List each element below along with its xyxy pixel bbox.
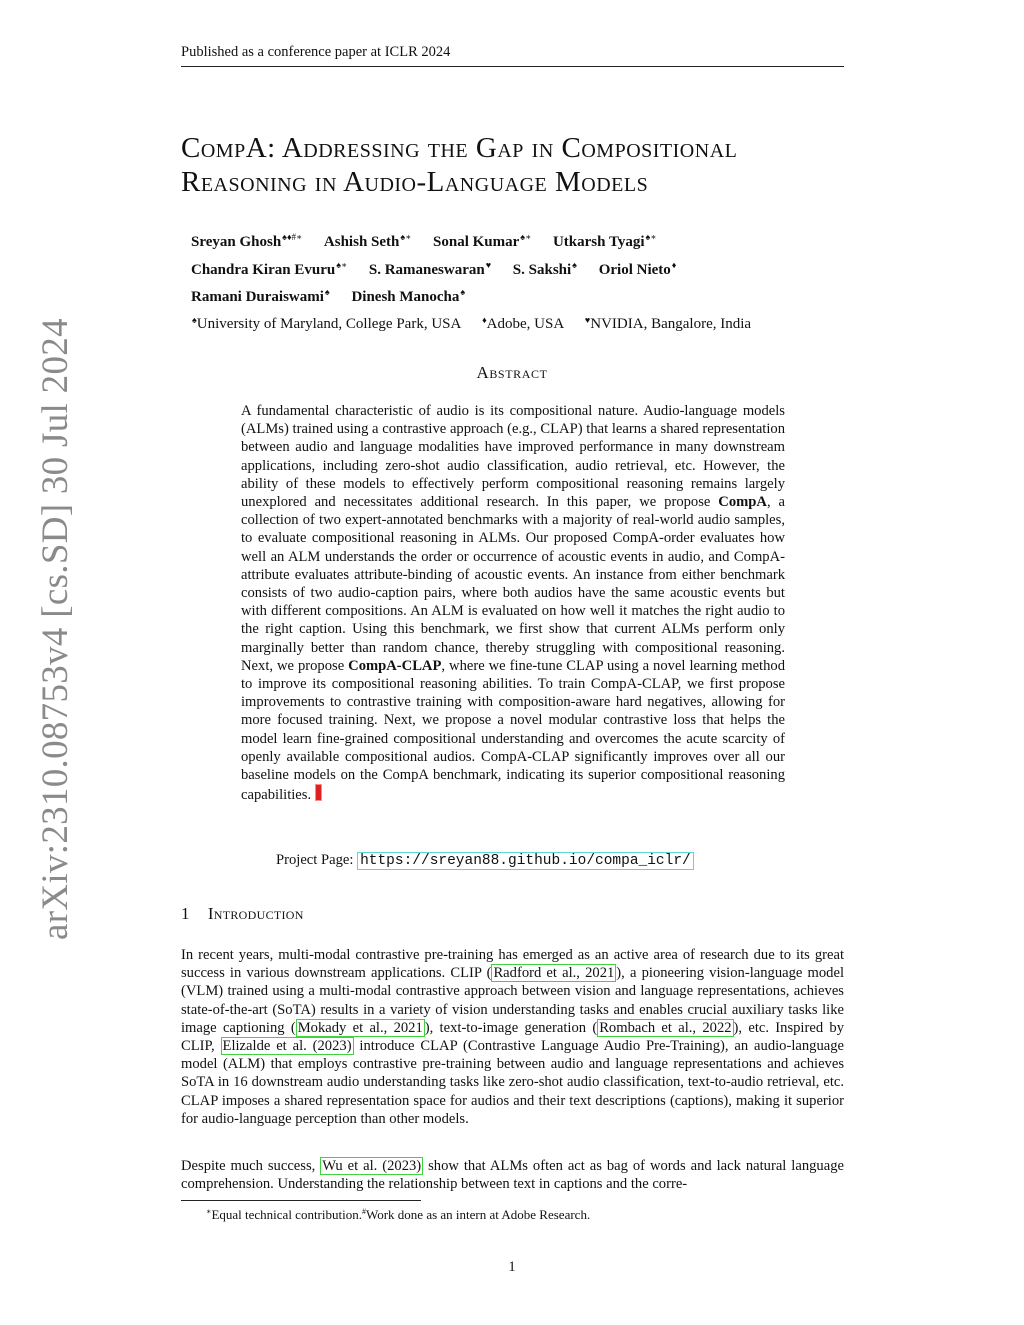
abstract-heading: Abstract: [476, 363, 548, 382]
author-row-1: [191, 226, 841, 254]
title-line-2: Reasoning in Audio-Language Models: [181, 166, 649, 198]
author-block: [191, 226, 841, 335]
abstract-text-1: A fundamental characteristic of audio is its compositional nature. Audio-language models (ALMs) trained using a contrastive approach (e.g., CLAP) that learns a shared representation between audio and language modalities have improved performance in many downstream applications, including zero-shot audio classification, audio retrieval, etc. However, the ability of these models to effectively perform compositional reasoning remains largely unexplored and necessitates additional research. In this paper, we propose: [241, 403, 785, 511]
citation-elizalde[interactable]: Elizalde et al. (2023): [222, 1038, 352, 1055]
citation-rombach[interactable]: Rombach et al., 2022: [599, 1019, 732, 1036]
citation-wu[interactable]: Wu et al. (2023): [322, 1158, 422, 1174]
intro-paragraph-2: Despite much success, Wu et al. (2023) show that ALMs often act as bag of words and lack natural language comprehension. Understanding the relationship between text in captions and the corre-: [181, 1158, 844, 1193]
author: Chandra Kiran Evuru♠∗: [191, 259, 348, 278]
author: S. Sakshi♠: [512, 259, 577, 278]
project-page-link[interactable]: https://sreyan88.github.io/compa_iclr/: [357, 852, 694, 870]
affiliations-row: [191, 309, 841, 336]
author: Oriol Nieto♦: [598, 259, 677, 278]
arxiv-sidebar-stamp: arXiv:2310.08753v4 [cs.SD] 30 Jul 2024: [35, 318, 76, 940]
abstract-text-3: , where we fine-tune CLAP using a novel learning method to improve its compositional reasoning abilities. To train CompA-CLAP, we first propose improvements to contrastive training with composition-aware hard negatives, allowing for more focused training. Next, we propose a novel modular contrastive loss that helps the model learn fine-grained compositional understanding and overcomes the acute scarcity of openly available compositional audios. CompA-CLAP significantly improves over all our baseline models on the CompA benchmark, indicating its superior compositional reasoning capabilities.: [241, 657, 786, 804]
title-line-1: CompA: Addressing the Gap in Compositional: [181, 132, 738, 164]
section-title: Introduction: [207, 904, 304, 923]
abstract-text-2: , a collection of two expert-annotated benchmarks with a majority of real-world audio samples, to evaluate compositional reasoning in ALMs. Our proposed CompA-order evaluates how well an ALM understands the order or occurrence of acoustic events in audio, and CompA-attribute evaluates attribute-binding of acoustic events. An instance from either benchmark consists of two audio-caption pairs, where both audios have the same acoustic events but with different compositions. An ALM is evaluated on how well it matches the right audio to the right caption. Using this benchmark, we first show that current ALMs perform only marginally better than random chance, thereby struggling with compositional reasoning. Next, we propose: [241, 494, 785, 674]
page-number: 1: [508, 1259, 516, 1275]
author: Ramani Duraiswami♠: [191, 287, 330, 305]
footnote: ∗Equal technical contribution.#Work done as an intern at Adobe Research.: [206, 1207, 591, 1222]
footnote-rule: [181, 1200, 421, 1201]
running-head: Published as a conference paper at ICLR 2024: [181, 44, 451, 60]
abstract-body: [241, 402, 785, 804]
text-cursor-marker: [315, 784, 322, 801]
citation-radford[interactable]: Radford et al., 2021: [493, 965, 615, 982]
section-heading-introduction: [181, 904, 304, 924]
project-page-label: Project Page:: [276, 852, 354, 868]
author: Ashish Seth♠∗: [323, 232, 412, 250]
compa-clap-bold: CompA-CLAP: [348, 657, 442, 674]
author-row-3: [191, 281, 841, 309]
author-row-2: [191, 254, 841, 282]
affiliation: ♦Adobe, USA: [482, 314, 565, 332]
citation-mokady[interactable]: Mokady et al., 2021: [297, 1019, 423, 1036]
header-rule: [181, 66, 844, 67]
section-number: 1: [181, 904, 190, 923]
author: S. Ramaneswaran♥: [368, 259, 492, 278]
author: Utkarsh Tyagi♠∗: [552, 232, 657, 250]
author: Dinesh Manocha♠: [351, 287, 466, 305]
compa-bold: CompA: [718, 494, 767, 511]
author: Sonal Kumar♠∗: [433, 232, 532, 250]
author: Sreyan Ghosh♠♦#∗: [191, 232, 303, 250]
affiliation: ♥NVIDIA, Bangalore, India: [584, 314, 752, 332]
paper-title: [181, 131, 851, 199]
affiliation: ♠University of Maryland, College Park, USA: [192, 314, 462, 332]
intro-paragraph-1: In recent years, multi-modal contrastive pre-training has emerged as an active area of research due to its great success in various downstream applications. CLIP ( Radford et al., 2021 ), a pioneering vision-language model (VLM) trained using a multi-modal contrastive approach between vision and language representations, achieves state-of-the-art (SoTA) results in a variety of vision understanding tasks and enables crucial auxiliary tasks like image captioning ( Mokady et al., 2021 ), text-to-image generation ( Rombach et al., 2022 ), etc. Inspired by CLIP, Elizalde et al. (2023) introduce CLAP (Contrastive Language Audio Pre-Training), an audio-language model (ALM) that employs contrastive pre-training between audio and language representations and achieves SoTA in 16 downstream audio understanding tasks like zero-shot audio classification, text-to-audio retrieval, etc. CLAP imposes a shared representation space for audios and their text descriptions (captions), making it superior for audio-language perception than other models.: [181, 947, 844, 1127]
project-page-line: [276, 852, 694, 869]
